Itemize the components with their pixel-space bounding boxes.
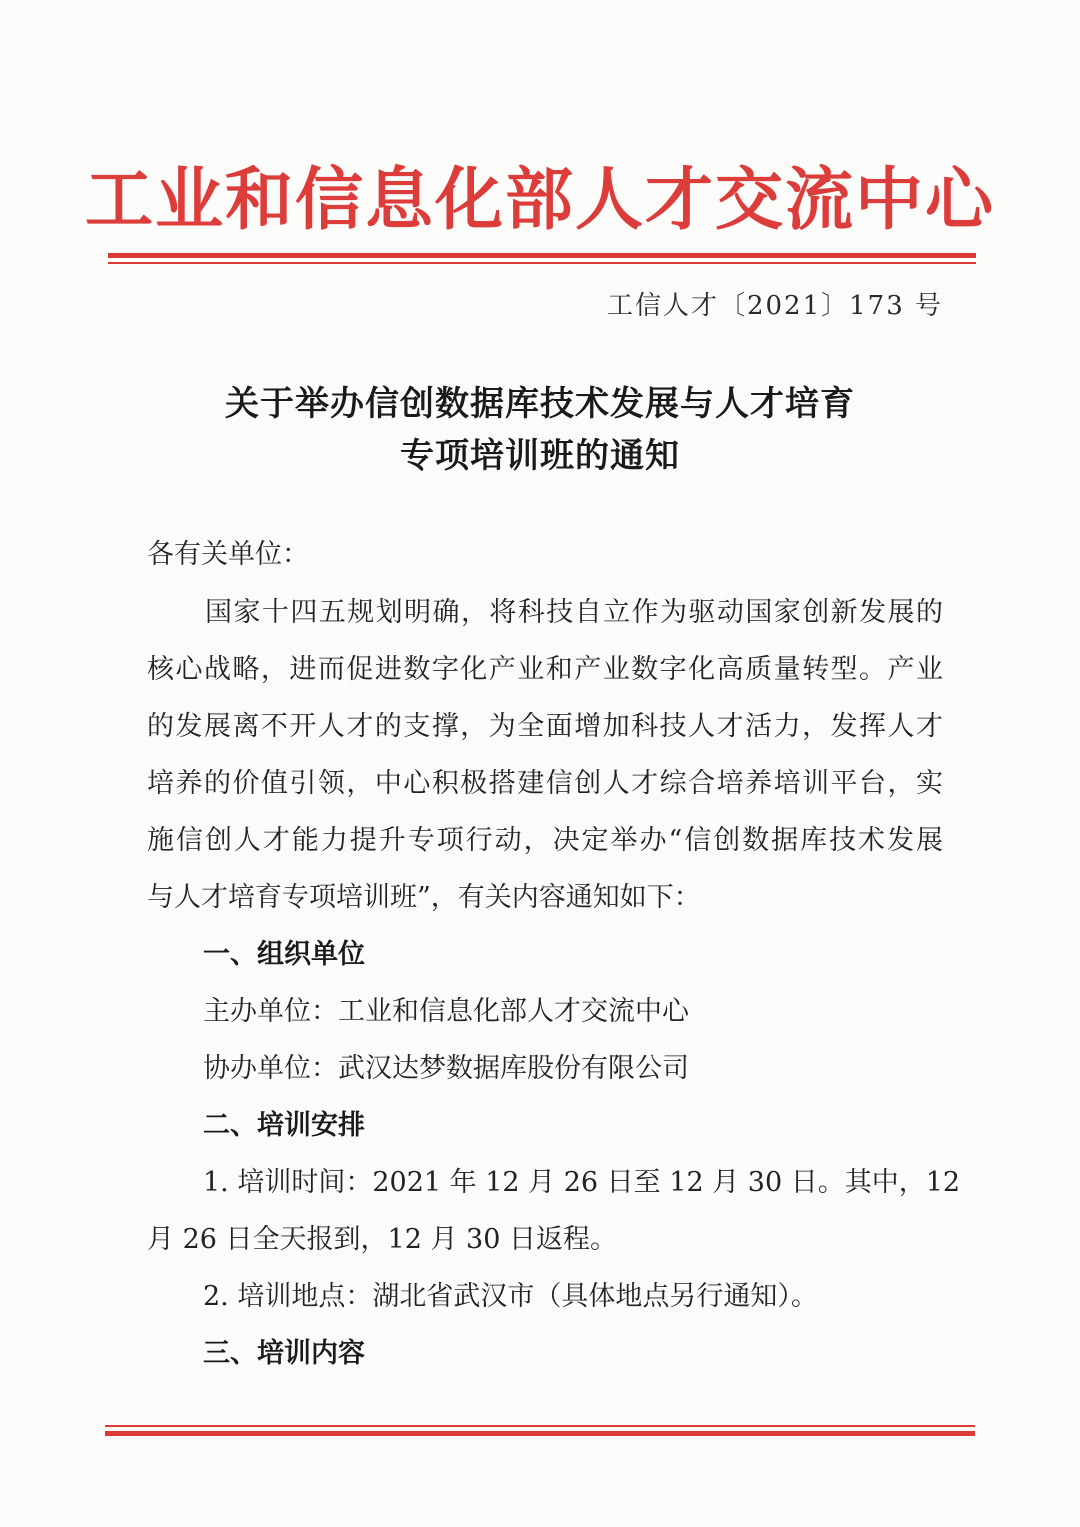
footer-rule-thick <box>105 1431 975 1436</box>
intro-line-6: 与人才培育专项培训班”，有关内容通知如下： <box>147 882 701 913</box>
salutation: 各有关单位： <box>147 539 309 570</box>
section-2-heading: 二、培训安排 <box>203 1110 365 1141</box>
footer-rule-thin <box>105 1425 975 1427</box>
letterhead-org-name: 工业和信息化部人才交流中心 <box>84 160 995 240</box>
letterhead-rule-thick <box>108 253 976 258</box>
intro-line-1: 国家十四五规划明确，将科技自立作为驱动国家创新发展的 <box>205 597 943 628</box>
document-number: 工信人才〔2021〕173 号 <box>606 291 943 321</box>
section-3-heading: 三、培训内容 <box>203 1338 365 1369</box>
training-time-line-2: 月 26 日全天报到，12 月 30 日返程。 <box>147 1224 617 1255</box>
intro-line-2: 核心战略，进而促进数字化产业和产业数字化高质量转型。产业 <box>147 654 943 685</box>
co-organizer: 协办单位：武汉达梦数据库股份有限公司 <box>203 1053 689 1084</box>
intro-line-3: 的发展离不开人才的支撑，为全面增加科技人才活力，发挥人才 <box>147 711 943 742</box>
training-time-line-1: 1. 培训时间：2021 年 12 月 26 日至 12 月 30 日。其中，12 <box>203 1167 961 1198</box>
letterhead-rule-thin <box>108 262 976 264</box>
training-location: 2. 培训地点：湖北省武汉市（具体地点另行通知）。 <box>203 1281 818 1312</box>
section-1-heading: 一、组织单位 <box>203 939 365 970</box>
document-title-line-2: 专项培训班的通知 <box>400 436 680 476</box>
intro-line-5: 施信创人才能力提升专项行动，决定举办“信创数据库技术发展 <box>147 825 943 856</box>
intro-line-4: 培养的价值引领，中心积极搭建信创人才综合培养培训平台，实 <box>147 768 943 799</box>
organizer: 主办单位：工业和信息化部人才交流中心 <box>203 996 689 1027</box>
document-title-line-1: 关于举办信创数据库技术发展与人才培育 <box>225 384 855 424</box>
